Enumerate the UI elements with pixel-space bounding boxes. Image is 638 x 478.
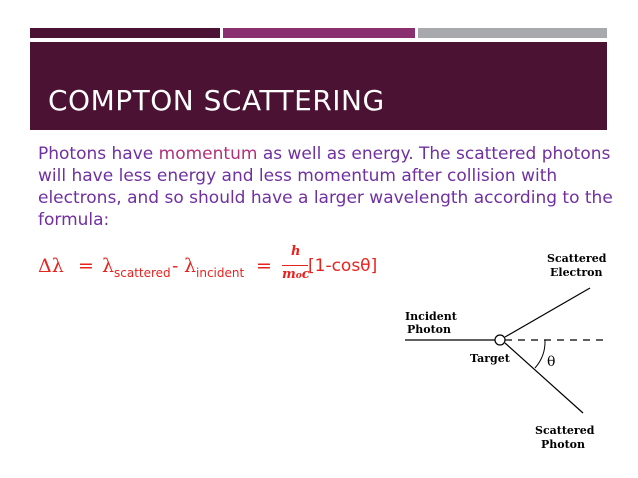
label-scattered-electron-1: Scattered [547,252,607,265]
formula-lambda-scattered: λ [102,255,115,277]
label-incident: Incident [405,310,457,323]
formula-numerator-h: h [291,244,301,259]
compton-scattering-diagram [395,248,615,463]
body-text-part-2: as well as energy. The scattered photons will have less energy and less momentum after collision with electrons, and so should have a larger wavelength according to the formula: [38,144,613,230]
target-electron [495,335,505,345]
body-text-part-1: Photons have [38,144,159,164]
body-paragraph [38,143,613,231]
formula-lambda-incident: λ [184,255,197,277]
accent-bar-gray [418,28,607,38]
label-scattered-photon-2: Photon [541,438,586,451]
formula-minus: - [172,255,179,277]
formula-equals-1: = [78,255,94,277]
formula-subscript-scattered: scattered [114,266,171,280]
formula-fraction-bar [282,265,308,266]
body-highlight-momentum: momentum [158,144,258,164]
label-scattered-photon-1: Scattered [535,424,595,437]
label-scattered-electron-2: Electron [550,266,603,279]
scattered-electron-path [505,288,590,337]
title-band [30,42,607,130]
decorative-bars [30,28,607,38]
label-target: Target [470,352,510,365]
label-photon: Photon [407,323,452,336]
scattered-photon-path [505,343,583,413]
formula-delta-lambda: Δλ [38,255,64,277]
formula-denominator: moc [282,267,310,282]
formula-bracket-term: [1-cosθ] [308,256,378,276]
formula-subscript-incident: incident [196,266,245,280]
label-theta: θ [547,354,556,370]
slide-title: COMPTON SCATTERING [48,84,385,117]
theta-arc [535,340,545,368]
accent-bar-magenta [223,28,415,38]
formula-equals-2: = [256,255,272,277]
accent-bar-dark [30,28,220,38]
